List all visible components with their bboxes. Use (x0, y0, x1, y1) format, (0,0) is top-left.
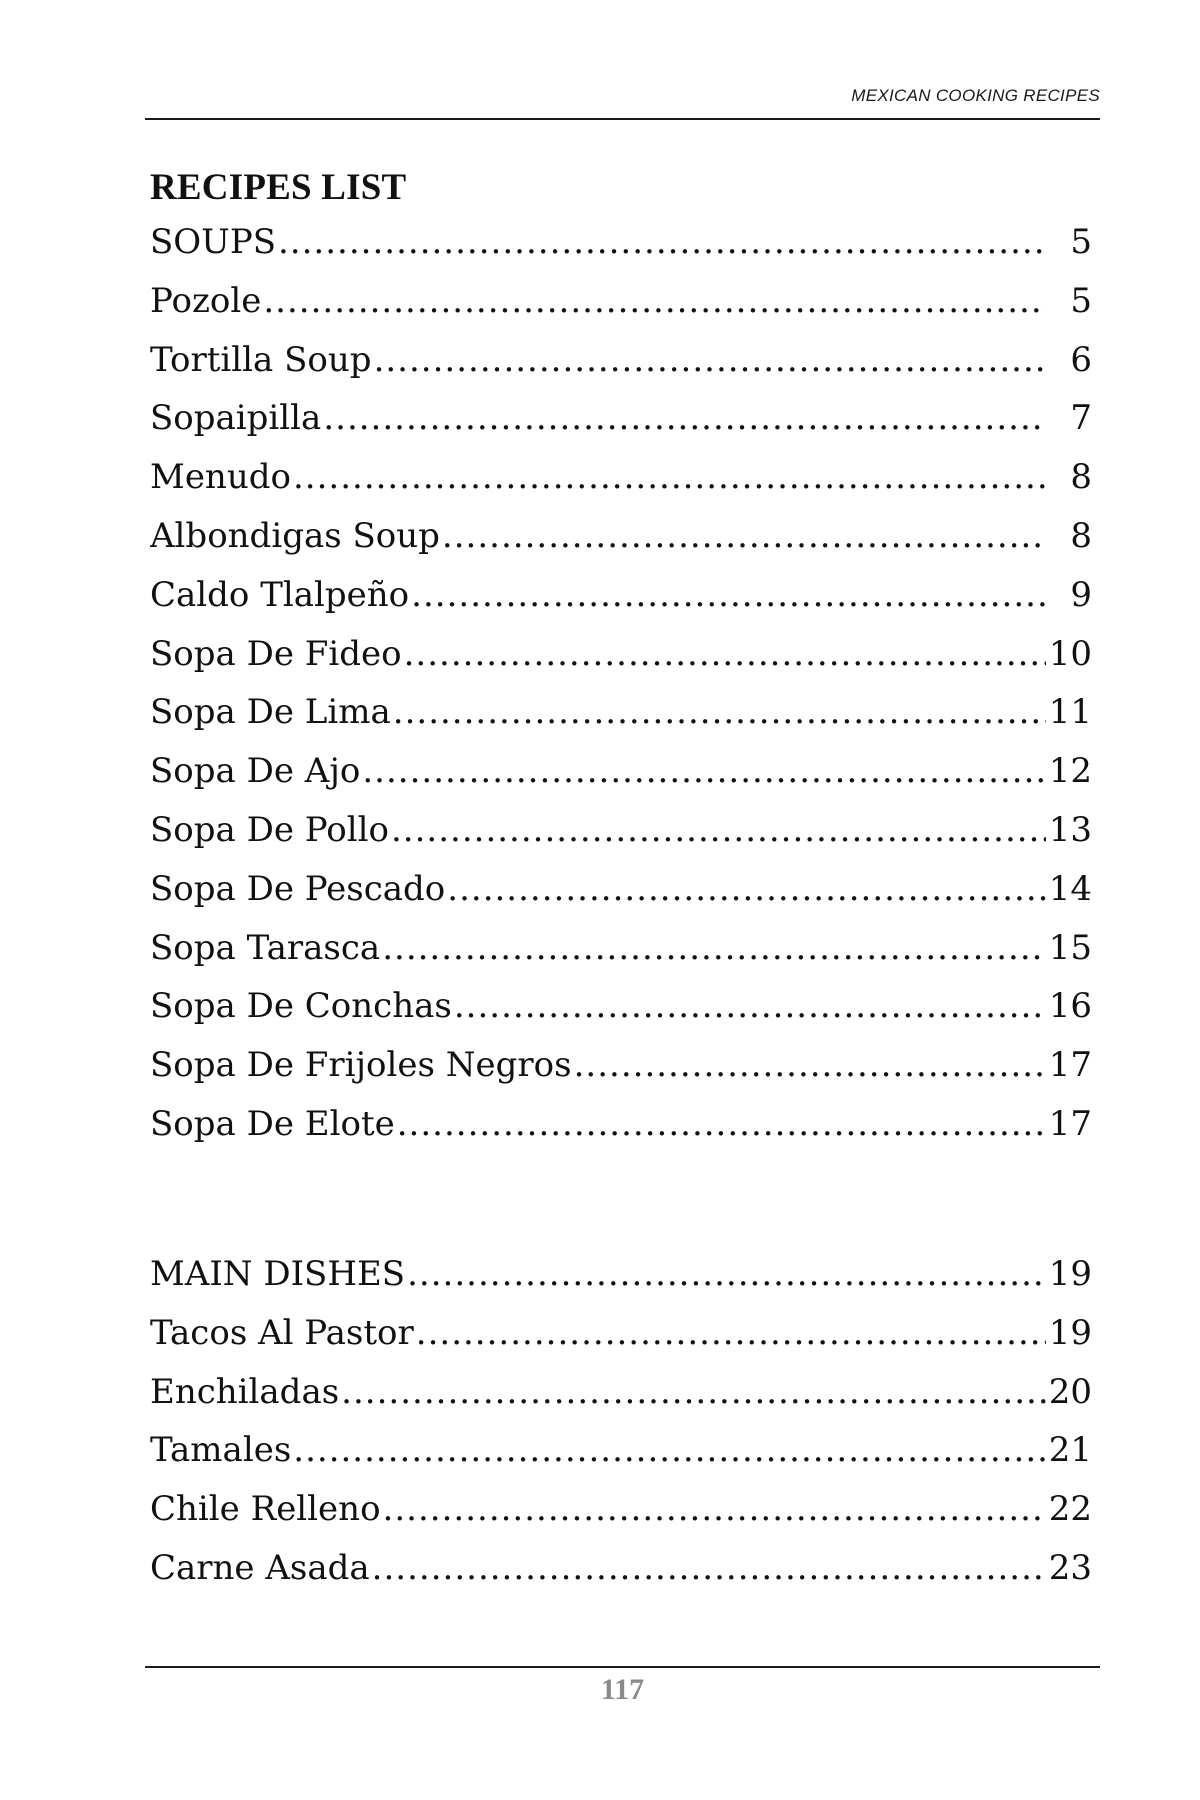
dot-leader (372, 1548, 1046, 1588)
toc-entry-label: Menudo (150, 457, 291, 498)
toc-entry-page: 8 (1070, 457, 1092, 498)
dot-leader (393, 692, 1046, 732)
dot-leader (362, 751, 1046, 791)
toc-entry-label: Caldo Tlalpeño (150, 574, 410, 615)
toc-entry-label: Pozole (150, 280, 262, 321)
toc-entry[interactable] (150, 1548, 1092, 1607)
dot-leader (416, 1313, 1046, 1353)
toc-entry-page: 11 (1048, 692, 1092, 733)
dot-leader (341, 1372, 1046, 1412)
toc-entry[interactable] (150, 928, 1092, 987)
dot-leader (447, 869, 1046, 909)
toc-entry-label: Tamales (150, 1430, 292, 1471)
dot-leader (383, 1489, 1046, 1529)
dot-leader (442, 516, 1046, 556)
dot-leader (382, 928, 1046, 968)
dot-leader (404, 634, 1046, 674)
toc-entry-label: Sopa De Ajo (150, 751, 361, 792)
toc-entry[interactable] (150, 1313, 1092, 1372)
toc-entry-label: Sopa De Fideo (150, 633, 402, 674)
toc-entry-page: 12 (1048, 751, 1092, 792)
dot-leader (323, 398, 1046, 438)
recipes-list-title: RECIPES LIST (150, 167, 407, 208)
toc-entry-label: Sopaipilla (150, 398, 322, 439)
dot-leader (407, 1254, 1046, 1294)
toc-entry-label: Sopa De Conchas (150, 986, 452, 1027)
toc-entry-label: Tortilla Soup (150, 339, 372, 380)
toc-entry-page: 9 (1070, 574, 1092, 615)
toc-entry-label: Carne Asada (150, 1547, 370, 1588)
toc-entry-page: 7 (1070, 398, 1092, 439)
toc-entry-page: 17 (1048, 1103, 1092, 1144)
toc-entry-page: 14 (1048, 868, 1092, 909)
toc-entry[interactable] (150, 634, 1092, 693)
dot-leader (574, 1045, 1046, 1085)
toc-entry-label: Sopa De Pollo (150, 809, 389, 850)
toc-entry-label: Enchiladas (150, 1371, 340, 1412)
toc-entry[interactable] (150, 281, 1092, 340)
toc-entry-page: 17 (1048, 1045, 1092, 1086)
toc-section-soups (150, 222, 1092, 1163)
toc-entry[interactable] (150, 986, 1092, 1045)
toc-entry[interactable] (150, 751, 1092, 810)
toc-entry-label: Tacos Al Pastor (150, 1312, 414, 1353)
header-rule (145, 118, 1100, 120)
toc-section-heading[interactable] (150, 1254, 1092, 1313)
toc-entry[interactable] (150, 1489, 1092, 1548)
toc-entry-page: 5 (1070, 222, 1092, 262)
toc-entry-label: Chile Relleno (150, 1489, 381, 1530)
toc-entry[interactable] (150, 516, 1092, 575)
toc-entry[interactable] (150, 869, 1092, 928)
toc-entry[interactable] (150, 457, 1092, 516)
toc-entry-label: Sopa De Elote (150, 1103, 395, 1144)
toc-entry[interactable] (150, 1045, 1092, 1104)
dot-leader (293, 1430, 1046, 1470)
toc-entry-page: 15 (1048, 927, 1092, 968)
dot-leader (263, 281, 1046, 321)
dot-leader (411, 575, 1046, 615)
toc-entry-page: 21 (1048, 1430, 1092, 1471)
toc-entry-label: Sopa Tarasca (150, 927, 381, 968)
toc-entry-page: 10 (1048, 633, 1092, 674)
toc-entry-page: 19 (1048, 1254, 1092, 1294)
dot-leader (397, 1104, 1046, 1144)
toc-entry[interactable] (150, 810, 1092, 869)
toc-entry[interactable] (150, 1104, 1092, 1163)
toc-entry-label: Sopa De Lima (150, 692, 391, 733)
dot-leader (391, 810, 1046, 850)
dot-leader (374, 340, 1046, 380)
toc-entry[interactable] (150, 692, 1092, 751)
dot-leader (454, 986, 1046, 1026)
toc-entry-page: 20 (1048, 1371, 1092, 1412)
toc-entry-page: 5 (1070, 280, 1092, 321)
toc-entry[interactable] (150, 1372, 1092, 1431)
page-number: 117 (600, 1673, 645, 1706)
running-header-title: MEXICAN COOKING RECIPES (851, 86, 1100, 105)
toc-entry-label: Albondigas Soup (150, 515, 440, 556)
dot-leader (278, 222, 1046, 262)
toc-entry-label: SOUPS (150, 222, 276, 262)
toc-entry-page: 16 (1048, 986, 1092, 1027)
toc-entry[interactable] (150, 340, 1092, 399)
toc-entry[interactable] (150, 575, 1092, 634)
toc-entry-label: Sopa De Frijoles Negros (150, 1045, 572, 1086)
toc-entry-page: 13 (1048, 809, 1092, 850)
toc-entry[interactable] (150, 1430, 1092, 1489)
footer-rule (145, 1666, 1100, 1668)
toc-section-main-dishes (150, 1254, 1092, 1607)
toc-entry-label: MAIN DISHES (150, 1254, 406, 1294)
toc-entry-page: 23 (1048, 1547, 1092, 1588)
dot-leader (293, 457, 1046, 497)
toc-entry-label: Sopa De Pescado (150, 868, 446, 909)
toc-entry-page: 22 (1048, 1489, 1092, 1530)
toc-entry-page: 19 (1048, 1312, 1092, 1353)
toc-section-heading[interactable] (150, 222, 1092, 281)
toc-entry-page: 8 (1070, 515, 1092, 556)
toc-entry[interactable] (150, 398, 1092, 457)
toc-entry-page: 6 (1070, 339, 1092, 380)
